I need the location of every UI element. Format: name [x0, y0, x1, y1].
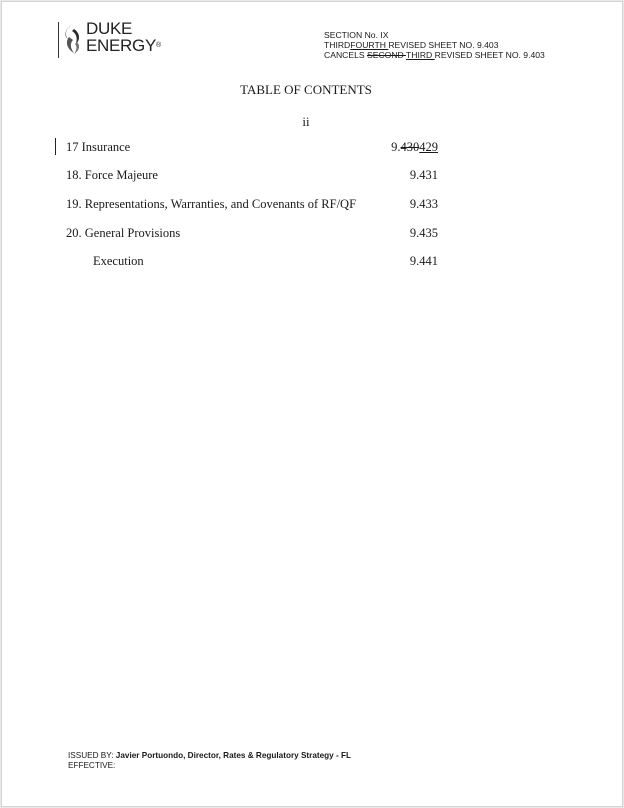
deleted-text: SECOND — [366, 50, 406, 60]
logo-line-duke: DUKE — [86, 19, 133, 38]
toc-entry-label: 18. Force Majeure — [66, 168, 158, 182]
toc-entry-page: 9.435 — [409, 226, 438, 240]
toc-entry-page: 9.431 — [409, 168, 438, 182]
toc-page-number: ii — [302, 114, 310, 129]
toc-entry-label: 17 Insurance — [66, 140, 131, 154]
toc-entry-label: 19. Representations, Warranties, and Covenants of RF/QF — [66, 197, 357, 211]
toc-entry-page: 9.433 — [409, 197, 438, 211]
inserted-text: THIRD — [405, 50, 435, 60]
toc-entry-page: 9.441 — [409, 254, 438, 268]
logo-line-energy: ENERGY® — [86, 36, 161, 55]
inserted-text: FOURTH — [350, 40, 389, 50]
inserted-text: 429 — [419, 140, 438, 154]
toc-entry-label: Execution — [93, 254, 144, 268]
logo-divider — [58, 22, 59, 58]
revised-sheet-line: THIRDFOURTH REVISED SHEET NO. 9.403 — [324, 40, 499, 50]
duke-energy-flame-icon — [62, 22, 84, 56]
issued-by-line: ISSUED BY: Javier Portuondo, Director, Rates & Regulatory Strategy - FL — [68, 751, 351, 760]
deleted-text: 430 — [400, 140, 420, 154]
sheet-footer — [68, 751, 351, 771]
toc-entry-page: 9.430429 — [391, 140, 438, 154]
section-number: SECTION No. IX — [324, 30, 389, 40]
revision-change-bar — [55, 138, 56, 155]
cancels-sheet-line: CANCELS SECOND THIRD REVISED SHEET NO. 9.403 — [324, 50, 545, 60]
document-page — [1, 1, 623, 807]
logo-wordmark — [86, 20, 161, 54]
toc-entry-label: 20. General Provisions — [66, 226, 181, 240]
toc-title: TABLE OF CONTENTS — [240, 82, 372, 97]
sheet-header — [324, 30, 545, 60]
effective-line: EFFECTIVE: — [68, 761, 116, 770]
